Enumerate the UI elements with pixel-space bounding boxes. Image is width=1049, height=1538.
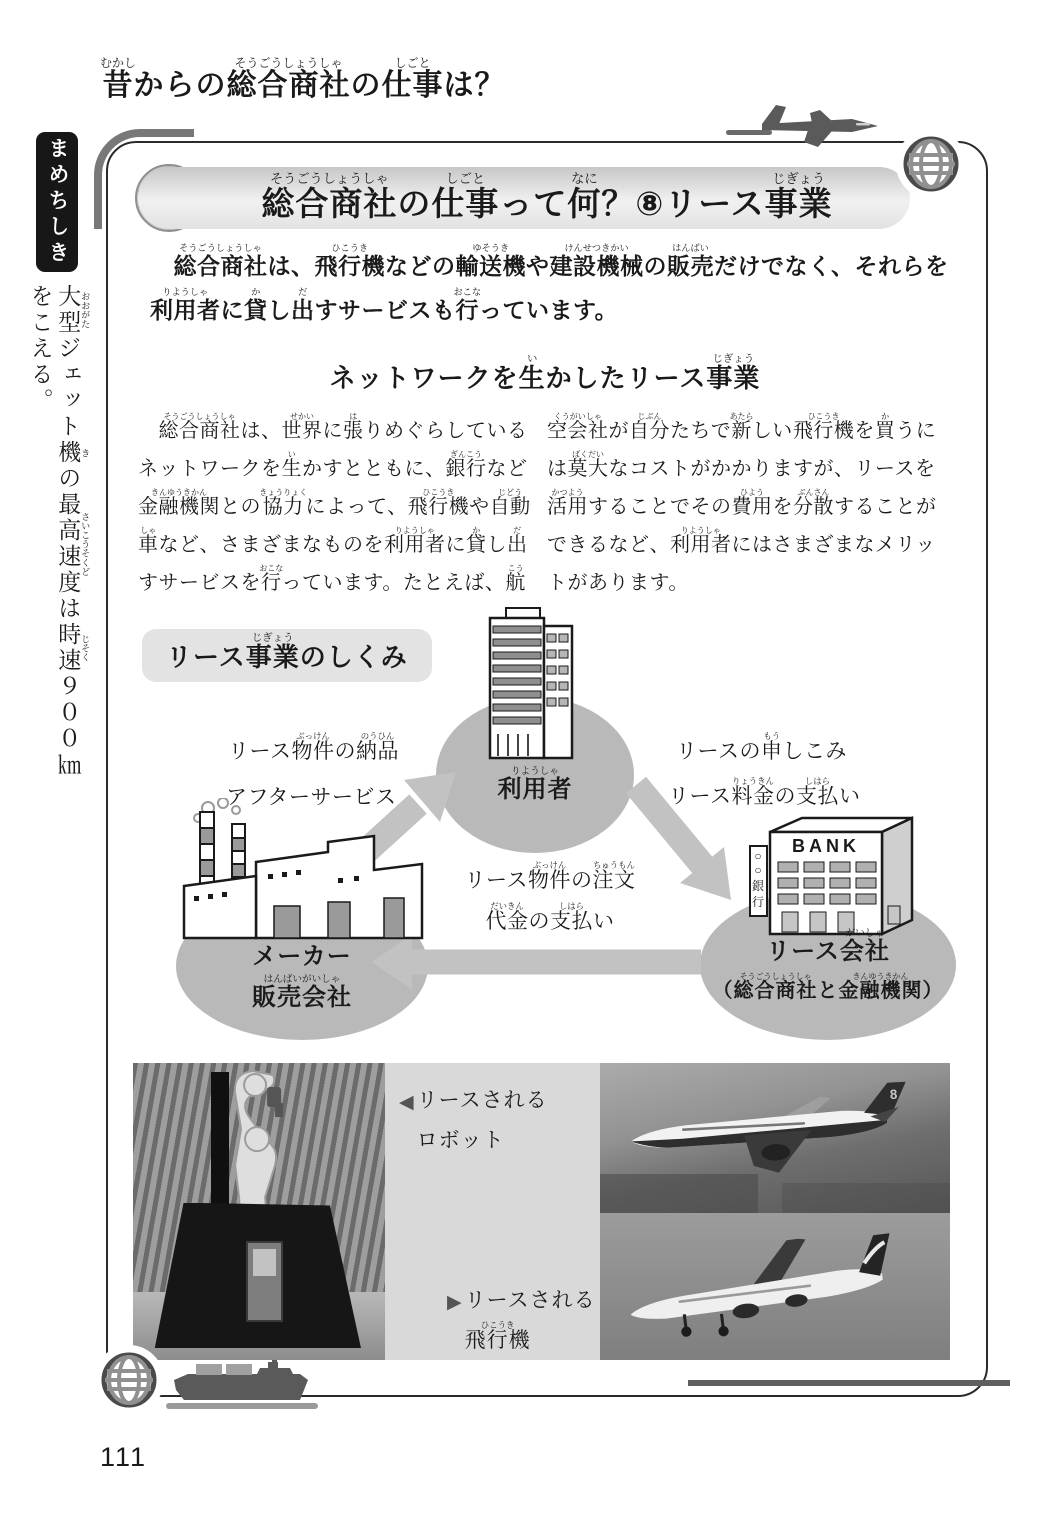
panel-screen (253, 1249, 276, 1275)
globe-icon (101, 1352, 157, 1408)
article-column-left: 総合商社そうごうしょうしゃは、世界せかいに張はりめぐらしている ネットワークを生いかすとともに、銀行ぎんこうなど 金融機関きんゆうきかんとの協力きょうりょくによって、飛行機ひこうきや自動じどう 車しゃなど、さまざまなものを利用者りようしゃに貸かし出だ すサービスを行おこなっています。たとえば、航こう (138, 412, 531, 594)
right-triangle-icon: ▶ (447, 1292, 463, 1313)
caption-panel (385, 1063, 600, 1360)
application-label-line2: リース料金りょうきんの支払しはらい (668, 776, 861, 808)
user-node-label: 利用者りようしゃ (497, 766, 573, 803)
sidebar-badge: まめちしき (36, 132, 78, 272)
maker-node-label-line1: メーカー (252, 943, 352, 970)
svg-text:行: 行 (751, 895, 765, 909)
boeing-airplane-photo (600, 1063, 950, 1213)
airplane-icon (760, 100, 892, 150)
office-tower-illustration (478, 606, 586, 760)
ship-shadow (166, 1403, 318, 1409)
svg-text:○: ○ (754, 863, 762, 877)
page-title: 昔むかしからの総合商社そうごうしょうしゃの仕事しごとは？ (100, 56, 506, 102)
bank-sign-text: BANK (792, 836, 860, 856)
application-label-line1: リースの申もうしこみ (676, 731, 847, 763)
delivery-label-line2: アフターサービス (226, 786, 397, 809)
maker-node-label-line2: 販売会社はんばいがいしゃ (252, 974, 352, 1011)
order-label-line1: リース物件ぶっけんの注文ちゅうもん (464, 860, 636, 892)
diagram-title-badge: リース事業じぎょうのしくみ (142, 629, 432, 682)
page-number: 111 (100, 1442, 148, 1472)
svg-text:8: 8 (889, 1086, 898, 1103)
intro-paragraph: 総合商社そうごうしょうしゃは、飛行機ひこうきなどの輸送機ゆそうきや建設機械けんせつきかいの販売はんばいだけでなく、それらを 利用者りようしゃに貸かし出だすサービスも行おこなっています。 (150, 243, 949, 323)
order-label-line2: 代金だいきんの支払しはらい (485, 901, 615, 933)
left-triangle-icon: ◀ (399, 1092, 415, 1113)
svg-text:銀: 銀 (751, 879, 765, 893)
decorative-line-bottom (688, 1380, 1010, 1386)
boeing-illustration (618, 1076, 931, 1200)
airbus-airplane-photo (600, 1213, 950, 1360)
cargo-ship-icon (172, 1360, 310, 1406)
robot-photo (133, 1063, 385, 1360)
plane-caption-text: リースされる 飛行機ひこうき (464, 1289, 596, 1352)
section-title-bar (138, 167, 910, 229)
robot-caption (399, 1081, 548, 1161)
svg-text:○: ○ (754, 849, 762, 863)
plane-caption (447, 1281, 596, 1361)
article-heading: ネットワークを生いかしたリース事業じぎょう (329, 354, 761, 393)
airbus-illustration (616, 1224, 935, 1360)
bank-illustration (748, 810, 916, 944)
lease-node-label-line2: （総合商社そうごうしょうしゃと金融機関きんゆうきかん） (712, 972, 944, 1002)
globe-icon (903, 136, 959, 192)
sidebar-note: 大型 おおがたジェット機 きの最高速度 さいこうそくどは時速 じそく９００㎞をこえる。 (27, 284, 90, 778)
factory-illustration (178, 798, 434, 946)
delivery-label-line1: リース物件ぶっけんの納品のうひん (228, 731, 399, 763)
section-title: 総合商社そうごうしょうしゃの仕事しごとって何なに？⑧リース事業じぎょう (261, 171, 833, 222)
robot-caption-text: リースされる ロボット (416, 1089, 548, 1152)
control-panel (246, 1241, 283, 1322)
lease-node-label-line1: リース会社がいしゃ (766, 928, 890, 965)
article-column-right: 空会社くうがいしゃが自分じぶんたちで新あたらしい飛行機ひこうきを買かうに は莫大ばくだいなコストがかかりますが、リースを 活用かつようすることでその費用ひようを分散ぶんさんすることが できるなど、利用者りようしゃにはさまざまなメリッ トがあります。 (547, 412, 937, 594)
